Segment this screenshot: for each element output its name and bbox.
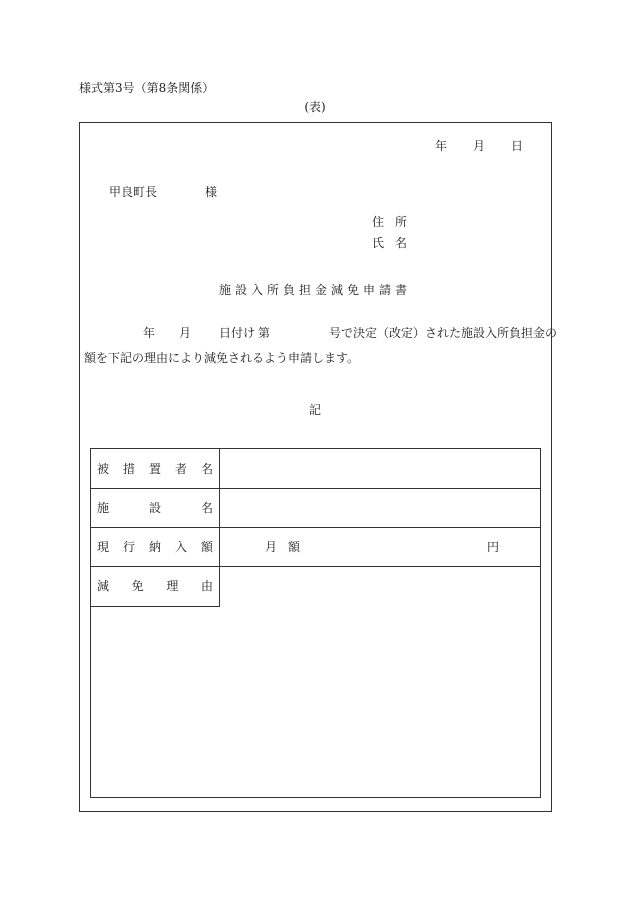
label-char: 措 (122, 462, 135, 476)
address-label: 住所 (372, 215, 419, 229)
body-day-dated: 日付け (219, 326, 256, 340)
label-char: 現 (97, 540, 110, 554)
insured-name-field[interactable] (221, 449, 540, 487)
label-char: 名 (200, 501, 213, 515)
label-char: 被 (97, 462, 110, 476)
column-divider (219, 449, 220, 606)
name-label: 氏名 (372, 236, 419, 250)
row-divider (91, 527, 540, 528)
body-line-2: 額を下記の理由により減免されるよう申請します。 (84, 351, 360, 365)
facility-name-field[interactable] (221, 489, 540, 526)
label-char: 名 (200, 462, 213, 476)
document-title: 施設入所負担金減免申請書 (218, 283, 411, 297)
yen-unit: 円 (487, 540, 500, 554)
row-label-reduction-reason (97, 580, 213, 592)
date-day-label: 日 (510, 139, 523, 153)
addressee (109, 186, 217, 198)
label-char: 額 (200, 540, 213, 554)
label-char: 減 (97, 579, 110, 593)
label-char: 設 (148, 501, 161, 515)
label-char: 由 (200, 579, 213, 593)
label-char: 行 (122, 540, 135, 554)
row-divider (91, 606, 220, 607)
body-line-1-rest: 号で決定（改定）された施設入所負担金の (329, 326, 558, 340)
body-number-prefix: 第 (258, 326, 271, 340)
details-table (90, 448, 541, 798)
label-char: 納 (148, 540, 161, 554)
ki-heading: 記 (308, 403, 321, 417)
label-char: 者 (174, 462, 187, 476)
form-number-label: 様式第3号（第8条関係） (79, 81, 215, 95)
addressee-name: 甲良町長 (109, 185, 158, 199)
row-label-insured-name (97, 463, 213, 475)
date-line (435, 140, 523, 152)
label-char: 理 (166, 579, 179, 593)
side-label: (表) (304, 100, 326, 114)
row-divider (91, 566, 540, 567)
row-label-current-payment (97, 541, 213, 553)
label-char: 免 (131, 579, 144, 593)
date-month-label: 月 (472, 139, 485, 153)
body-year: 年 (143, 326, 156, 340)
date-year-label: 年 (434, 139, 447, 153)
row-label-facility-name (97, 502, 213, 514)
reduction-reason-field[interactable] (93, 609, 538, 795)
label-char: 置 (148, 462, 161, 476)
addressee-honorific: 様 (205, 185, 218, 199)
label-char: 入 (174, 540, 187, 554)
label-char: 施 (97, 501, 110, 515)
body-month: 月 (179, 326, 192, 340)
monthly-amount-label: 月額 (265, 540, 312, 554)
